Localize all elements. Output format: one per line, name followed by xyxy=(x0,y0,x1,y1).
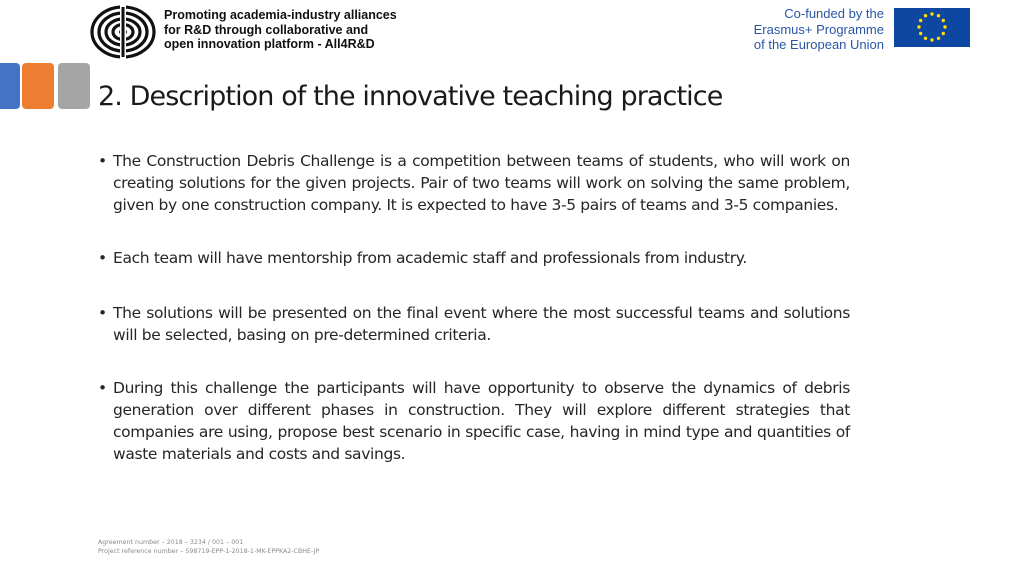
bullet-item: • The solutions will be presented on the final event where the most successful teams and solutions will be selected, basing on pre-determined criteria. xyxy=(98,302,850,346)
project-title-line-2: for R&D through collaborative and xyxy=(164,22,369,37)
bullet-list xyxy=(98,150,850,465)
slide-title: 2. Description of the innovative teaching practice xyxy=(98,81,723,112)
bullet-item: • The Construction Debris Challenge is a competition between teams of students, who will work on creating solutions for the given projects. Pair of two teams will work on solving the same problem, given by one construction company. It is expected to have 3-5 pairs of teams and 3-5 companies. xyxy=(98,150,850,216)
bullet-item: • Each team will have mentorship from academic staff and professionals from industry. xyxy=(98,247,850,269)
all4rd-logo xyxy=(90,5,156,59)
eu-cofunding-text xyxy=(754,6,884,53)
decor-tile-orange xyxy=(22,63,54,109)
decor-tile-blue xyxy=(0,63,20,109)
footer-agreement-number: Agreement number – 2018 – 3234 / 001 – 001 xyxy=(98,539,244,546)
eu-text-line-2: Erasmus+ Programme xyxy=(753,21,884,37)
footer xyxy=(98,538,319,556)
project-title xyxy=(164,8,454,52)
bullet-item: • During this challenge the participants will have opportunity to observe the dynamics of debris generation over different phases in construction. They will explore different strategies that companies are using, propose best scenario in specific case, having in mind type and quantities of waste materials and costs and savings. xyxy=(98,377,850,465)
decor-tile-gray xyxy=(58,63,90,109)
eu-text-line-3: of the European Union xyxy=(753,37,884,52)
project-title-line-3: open innovation platform - All4R&D xyxy=(164,37,375,52)
eu-text-line-1: Co-funded by the xyxy=(784,6,884,21)
eu-flag-icon xyxy=(894,8,970,47)
footer-project-reference: Project reference number – 598719-EPP-1-2018-1-MK-EPPKA2-CBHE-JP xyxy=(98,548,320,555)
project-title-line-1: Promoting academia-industry alliances xyxy=(164,8,397,22)
